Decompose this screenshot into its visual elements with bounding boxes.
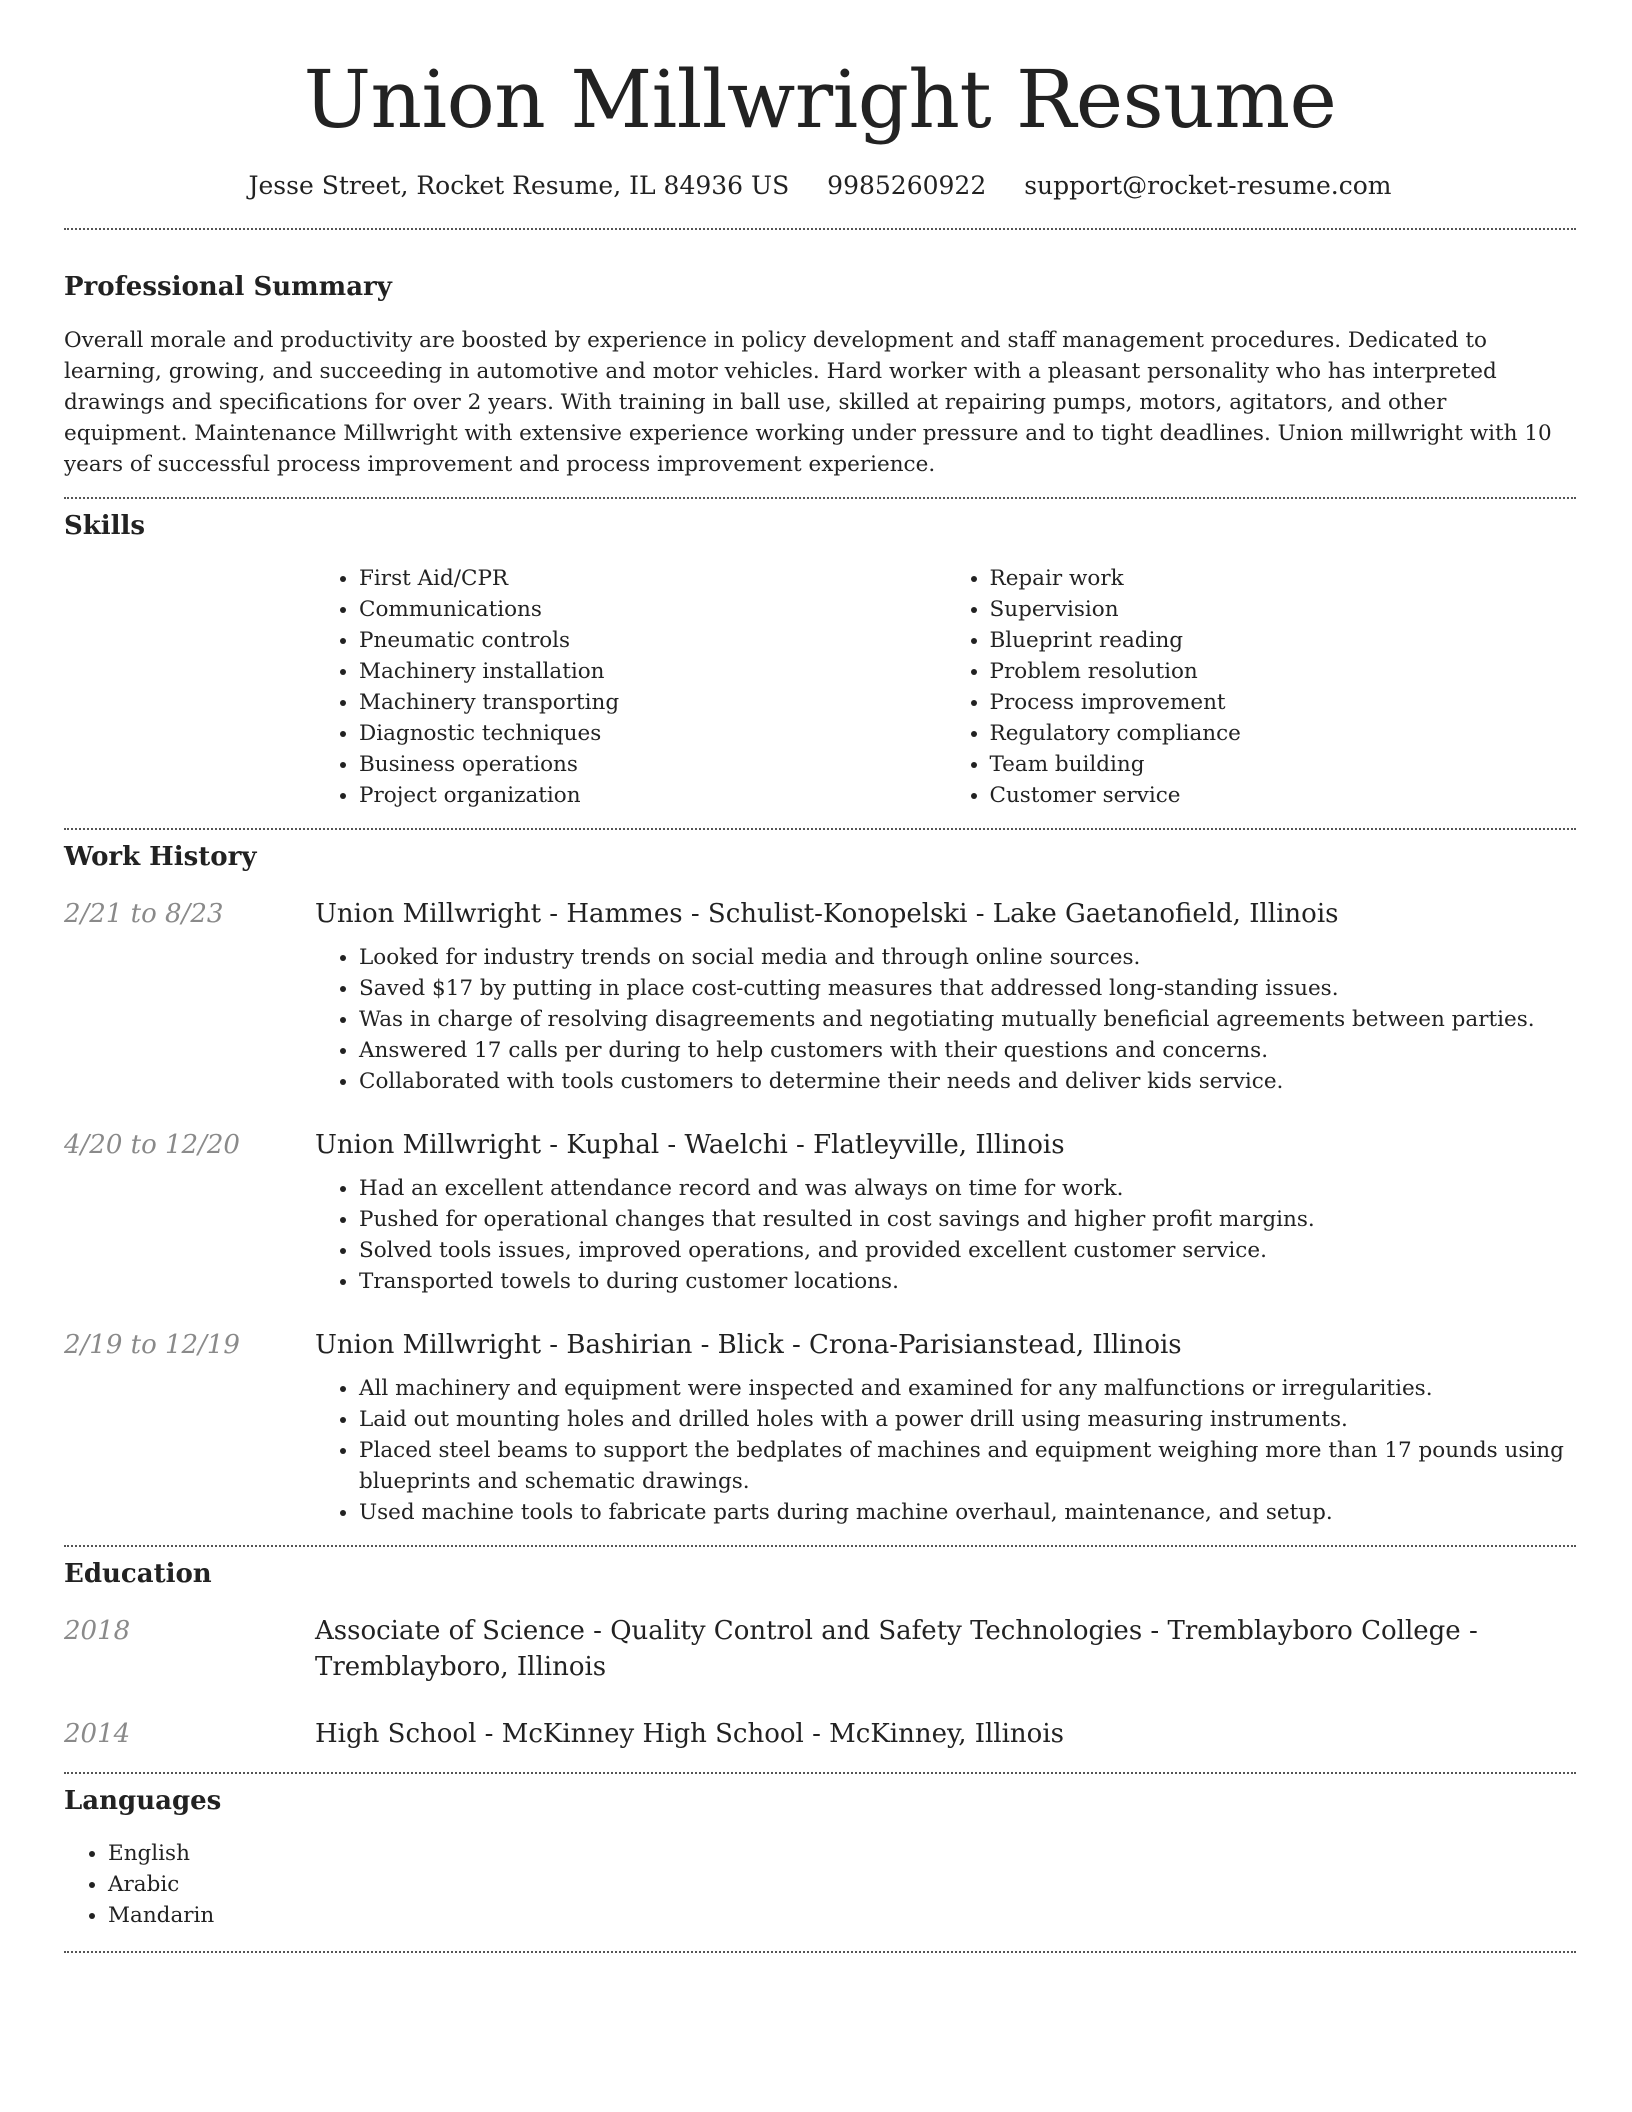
languages-list xyxy=(64,1838,1576,1931)
section-heading-work-history: Work History xyxy=(64,842,257,872)
summary-section xyxy=(64,270,1576,480)
job-bullet: • Looked for industry trends on social media and through online sources. xyxy=(359,942,1576,973)
job-title: Union Millwright - Kuphal - Waelchi - Flatleyville, Illinois xyxy=(315,1130,1065,1160)
contact-phone: 9985260922 xyxy=(827,171,987,200)
education-school: - McKinney High School - McKinney, Illinois xyxy=(476,1719,1064,1749)
contact-address: Jesse Street, Rocket Resume, IL 84936 US xyxy=(248,171,790,200)
divider xyxy=(64,228,1576,230)
skill-item: • Machinery installation xyxy=(359,656,946,687)
job-bullet: • Answered 17 calls per during to help customers with their questions and concerns. xyxy=(359,1035,1576,1066)
job-bullet: • Had an excellent attendance record and was always on time for work. xyxy=(359,1173,1576,1204)
contact-line xyxy=(64,170,1576,202)
job-bullets xyxy=(315,1373,1576,1528)
skill-item: • Diagnostic techniques xyxy=(359,718,946,749)
education-entry xyxy=(64,1716,1576,1752)
divider xyxy=(64,828,1576,830)
job-entry xyxy=(64,1327,1576,1528)
job-bullet: • Solved tools issues, improved operations, and provided excellent customer service. xyxy=(359,1235,1576,1266)
skill-item: • Customer service xyxy=(990,780,1577,811)
language-item: • Arabic xyxy=(108,1869,1576,1900)
job-title: Union Millwright - Bashirian - Blick - Crona-Parisianstead, Illinois xyxy=(315,1330,1182,1360)
education-date: 2014 xyxy=(64,1719,131,1749)
skill-item: • Communications xyxy=(359,594,946,625)
languages-section xyxy=(64,1784,1576,1931)
divider xyxy=(64,1545,1576,1547)
summary-text: Overall morale and productivity are boosted by experience in policy development and staff management procedures. Dedicated to learning, growing, and succeeding in automotive and motor vehicles. Hard worker with a pleasant personality who has interpreted drawings and specifications for over 2 years. With training in ball use, skilled at repairing pumps, motors, agitators, and other equipment. Maintenance Millwright with extensive experience working under pressure and to tight deadlines. Union millwright with 10 years of successful process improvement and process improvement experience. xyxy=(64,328,1552,477)
education-detail xyxy=(315,1613,1576,1685)
skills-columns xyxy=(315,563,1576,811)
page-title: Union Millwright Resume xyxy=(303,53,1337,146)
job-entry xyxy=(64,1127,1576,1297)
job-date: 2/21 to 8/23 xyxy=(64,899,224,929)
divider xyxy=(64,497,1576,499)
skill-item: • Supervision xyxy=(990,594,1577,625)
education-detail xyxy=(315,1716,1576,1752)
job-bullets xyxy=(315,1173,1576,1297)
language-item: • Mandarin xyxy=(108,1900,1576,1931)
education-section xyxy=(64,1557,1576,1752)
job-entry xyxy=(64,896,1576,1097)
job-date: 2/19 to 12/19 xyxy=(64,1330,240,1360)
education-school: - Tremblayboro College - Tremblayboro, Illinois xyxy=(315,1616,1478,1682)
resume-page xyxy=(64,0,1576,1953)
skill-item: • First Aid/CPR xyxy=(359,563,946,594)
job-bullet: • Used machine tools to fabricate parts during machine overhaul, maintenance, and setup. xyxy=(359,1497,1576,1528)
divider xyxy=(64,1951,1576,1953)
work-history-section xyxy=(64,840,1576,1528)
education-degree: Associate of Science - Quality Control and Safety Technologies xyxy=(315,1616,1143,1646)
section-heading-skills: Skills xyxy=(64,511,146,541)
job-bullet: • Pushed for operational changes that resulted in cost savings and higher profit margins. xyxy=(359,1204,1576,1235)
education-degree: High School xyxy=(315,1719,477,1749)
job-bullet: • Was in charge of resolving disagreements and negotiating mutually beneficial agreements between parties. xyxy=(359,1004,1576,1035)
skill-item: • Machinery transporting xyxy=(359,687,946,718)
skill-item: • Problem resolution xyxy=(990,656,1577,687)
skill-item: • Team building xyxy=(990,749,1577,780)
job-bullet: • Transported towels to during customer locations. xyxy=(359,1266,1576,1297)
education-date: 2018 xyxy=(64,1616,131,1646)
skill-item: • Regulatory compliance xyxy=(990,718,1577,749)
language-item: • English xyxy=(108,1838,1576,1869)
contact-email: support@rocket-resume.com xyxy=(1024,171,1392,200)
skills-section xyxy=(64,509,1576,811)
job-title: Union Millwright - Hammes - Schulist-Konopelski - Lake Gaetanofield, Illinois xyxy=(315,899,1339,929)
section-heading-education: Education xyxy=(64,1559,212,1589)
job-bullets xyxy=(315,942,1576,1097)
skill-item: • Pneumatic controls xyxy=(359,625,946,656)
skill-item: • Process improvement xyxy=(990,687,1577,718)
job-bullet: • Collaborated with tools customers to determine their needs and deliver kids service. xyxy=(359,1066,1576,1097)
skill-item: • Blueprint reading xyxy=(990,625,1577,656)
section-heading-languages: Languages xyxy=(64,1786,222,1816)
job-date: 4/20 to 12/20 xyxy=(64,1130,240,1160)
skills-list-right xyxy=(946,563,1577,811)
skill-item: • Project organization xyxy=(359,780,946,811)
education-entry xyxy=(64,1613,1576,1685)
job-bullet: • Laid out mounting holes and drilled holes with a power drill using measuring instruments. xyxy=(359,1404,1576,1435)
skills-list-left xyxy=(315,563,946,811)
job-bullet: • Saved $17 by putting in place cost-cutting measures that addressed long-standing issues. xyxy=(359,973,1576,1004)
job-bullet: • All machinery and equipment were inspected and examined for any malfunctions or irregularities. xyxy=(359,1373,1576,1404)
section-heading-summary: Professional Summary xyxy=(64,272,392,302)
divider xyxy=(64,1772,1576,1774)
job-bullet: • Placed steel beams to support the bedplates of machines and equipment weighing more than 17 pounds using blueprints and schematic drawings. xyxy=(359,1435,1576,1497)
skill-item: • Business operations xyxy=(359,749,946,780)
skill-item: • Repair work xyxy=(990,563,1577,594)
